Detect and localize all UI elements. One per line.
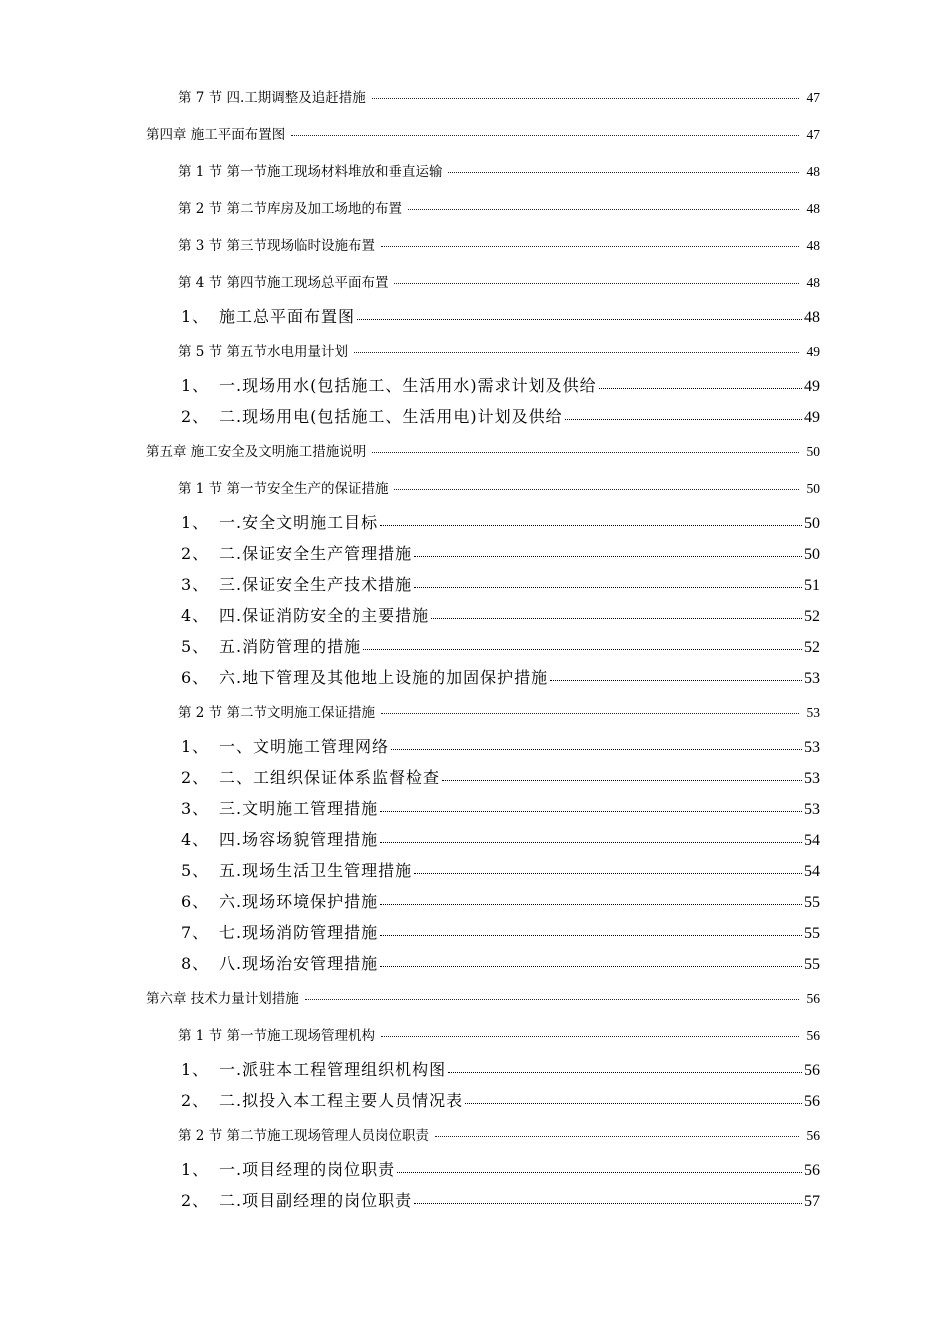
toc-entry-title: 第 1 节 第一节安全生产的保证措施 xyxy=(178,481,389,497)
toc-entry-title: 五.消防管理的措施 xyxy=(219,637,362,656)
toc-entry-title: 八.现场治安管理措施 xyxy=(219,954,379,973)
toc-entry-title: 第 5 节 第五节水电用量计划 xyxy=(178,344,348,360)
toc-entry-number: 6、 xyxy=(181,668,210,687)
toc-page-number: 50 xyxy=(804,515,820,532)
toc-leader xyxy=(380,842,802,843)
toc-entry[interactable] xyxy=(178,477,820,497)
toc-entry-number: 2、 xyxy=(181,1191,210,1210)
toc-page-number: 49 xyxy=(804,378,820,395)
toc-leader xyxy=(381,246,799,247)
toc-leader xyxy=(372,98,799,99)
toc-entry[interactable] xyxy=(181,634,820,657)
toc-page-number: 53 xyxy=(804,739,820,756)
toc-entry-title: 六.地下管理及其他地上设施的加固保护措施 xyxy=(219,668,549,687)
toc-entry[interactable] xyxy=(181,404,820,427)
toc-entry[interactable] xyxy=(178,1124,820,1144)
toc-page-number: 50 xyxy=(806,481,820,496)
toc-entry[interactable] xyxy=(181,1088,820,1111)
toc-entry-title: 一.现场用水(包括施工、生活用水)需求计划及供给 xyxy=(219,376,597,395)
toc-entry-title: 第 4 节 第四节施工现场总平面布置 xyxy=(178,275,389,291)
toc-entry-title: 二.现场用电(包括施工、生活用电)计划及供给 xyxy=(219,407,563,426)
toc-entry-title: 第 1 节 第一节施工现场材料堆放和垂直运输 xyxy=(178,164,443,180)
toc-entry-title: 施工总平面布置图 xyxy=(219,307,356,326)
toc-page-number: 54 xyxy=(804,863,820,880)
toc-page-number: 55 xyxy=(804,894,820,911)
toc-entry-title: 第 2 节 第二节文明施工保证措施 xyxy=(178,705,375,721)
toc-leader xyxy=(414,587,802,588)
toc-leader xyxy=(550,680,802,681)
toc-entry-number: 1、 xyxy=(181,1160,210,1179)
toc-entry-number: 1、 xyxy=(181,376,210,395)
toc-leader xyxy=(354,352,799,353)
toc-entry-title: 三.文明施工管理措施 xyxy=(219,799,379,818)
toc-page-number: 53 xyxy=(804,770,820,787)
toc-page-number: 53 xyxy=(804,670,820,687)
toc-entry[interactable] xyxy=(181,665,820,688)
toc-leader xyxy=(397,1172,802,1173)
toc-leader xyxy=(372,452,798,453)
toc-page-number: 48 xyxy=(806,164,820,179)
toc-leader xyxy=(291,135,798,136)
toc-entry-title: 二.保证安全生产管理措施 xyxy=(219,544,413,563)
toc-leader xyxy=(414,556,802,557)
toc-entry[interactable] xyxy=(181,1157,820,1180)
toc-page-number: 49 xyxy=(806,344,820,359)
toc-leader xyxy=(305,999,799,1000)
toc-entry-number: 3、 xyxy=(181,575,210,594)
toc-page-number: 54 xyxy=(804,832,820,849)
toc-entry-number: 8、 xyxy=(181,954,210,973)
toc-page-number: 56 xyxy=(806,1128,820,1143)
toc-entry[interactable] xyxy=(181,603,820,626)
toc-entry-title: 第 1 节 第一节施工现场管理机构 xyxy=(178,1028,375,1044)
toc-entry[interactable] xyxy=(181,572,820,595)
toc-entry-number: 3、 xyxy=(181,799,210,818)
toc-entry-title: 第 2 节 第二节施工现场管理人员岗位职责 xyxy=(178,1128,429,1144)
toc-entry[interactable] xyxy=(178,271,820,291)
toc-entry-title: 七.现场消防管理措施 xyxy=(219,923,379,942)
toc-page-number: 55 xyxy=(804,925,820,942)
toc-entry-number: 2、 xyxy=(181,407,210,426)
toc-entry-title: 三.保证安全生产技术措施 xyxy=(219,575,413,594)
toc-page-number: 56 xyxy=(806,1028,820,1043)
toc-entry[interactable] xyxy=(181,858,820,881)
toc-entry-title: 二、工组织保证体系监督检查 xyxy=(219,768,441,787)
toc-entry[interactable] xyxy=(181,541,820,564)
toc-entry[interactable] xyxy=(181,889,820,912)
toc-page-number: 47 xyxy=(806,90,820,105)
toc-entry-title: 四.场容场貌管理措施 xyxy=(219,830,379,849)
toc-leader xyxy=(442,780,802,781)
toc-entry[interactable] xyxy=(181,1188,820,1211)
toc-page-number: 48 xyxy=(806,238,820,253)
toc-leader xyxy=(408,209,799,210)
toc-entry[interactable] xyxy=(178,160,820,180)
toc-page-number: 51 xyxy=(804,577,820,594)
toc-leader xyxy=(380,525,802,526)
toc-entry-title: 第 7 节 四.工期调整及追赶措施 xyxy=(178,90,366,106)
toc-leader xyxy=(380,935,802,936)
toc-entry[interactable] xyxy=(181,1057,820,1080)
toc-entry-number: 1、 xyxy=(181,1060,210,1079)
toc-entry[interactable] xyxy=(178,234,820,254)
toc-leader xyxy=(431,618,802,619)
toc-page-number: 56 xyxy=(806,991,820,1006)
toc-entry-title: 一、文明施工管理网络 xyxy=(219,737,390,756)
toc-leader xyxy=(380,966,802,967)
toc-entry-number: 2、 xyxy=(181,544,210,563)
toc-page-number: 56 xyxy=(804,1162,820,1179)
toc-entry-number: 1、 xyxy=(181,513,210,532)
toc-entry[interactable] xyxy=(181,920,820,943)
toc-leader xyxy=(414,1203,802,1204)
toc-page-number: 57 xyxy=(804,1193,820,1210)
toc-page-number: 56 xyxy=(804,1093,820,1110)
toc-entry[interactable] xyxy=(146,123,820,143)
toc-leader xyxy=(381,1036,799,1037)
toc-page-number: 49 xyxy=(804,409,820,426)
toc-entry-number: 4、 xyxy=(181,830,210,849)
toc-page-number: 50 xyxy=(806,444,820,459)
toc-entry[interactable] xyxy=(181,734,820,757)
toc-entry-title: 一.项目经理的岗位职责 xyxy=(219,1160,396,1179)
toc-entry-title: 第六章 技术力量计划措施 xyxy=(146,991,299,1007)
toc-entry[interactable] xyxy=(181,510,820,533)
toc-entry-number: 4、 xyxy=(181,606,210,625)
toc-entry-number: 1、 xyxy=(181,307,210,326)
toc-entry[interactable] xyxy=(146,440,820,460)
toc-entry-title: 二.拟投入本工程主要人员情况表 xyxy=(219,1091,464,1110)
toc-leader xyxy=(381,713,799,714)
toc-page-number: 53 xyxy=(804,801,820,818)
toc-page-number: 52 xyxy=(804,639,820,656)
toc-entry-number: 5、 xyxy=(181,861,210,880)
toc-entry-title: 第 3 节 第三节现场临时设施布置 xyxy=(178,238,375,254)
toc-entry-title: 一.派驻本工程管理组织机构图 xyxy=(219,1060,447,1079)
toc-leader xyxy=(380,904,802,905)
toc-entry-number: 6、 xyxy=(181,892,210,911)
toc-page-number: 48 xyxy=(806,201,820,216)
toc-entry-number: 2、 xyxy=(181,1091,210,1110)
toc-entry[interactable] xyxy=(181,951,820,974)
toc-page-number: 47 xyxy=(806,127,820,142)
toc-leader xyxy=(599,388,802,389)
toc-leader xyxy=(414,873,802,874)
toc-page-number: 50 xyxy=(804,546,820,563)
toc-page-number: 53 xyxy=(806,705,820,720)
toc-entry[interactable] xyxy=(181,796,820,819)
toc-leader xyxy=(391,749,802,750)
toc-entry[interactable] xyxy=(181,304,820,327)
toc-entry-number: 1、 xyxy=(181,737,210,756)
toc-leader xyxy=(448,172,798,173)
toc-leader xyxy=(448,1072,802,1073)
toc-page-number: 48 xyxy=(806,275,820,290)
toc-page-number: 52 xyxy=(804,608,820,625)
toc-leader xyxy=(394,283,798,284)
toc-entry[interactable] xyxy=(178,1024,820,1044)
toc-entry[interactable] xyxy=(146,987,820,1007)
toc-entry[interactable] xyxy=(181,765,820,788)
toc-entry-title: 二.项目副经理的岗位职责 xyxy=(219,1191,413,1210)
toc-entry[interactable] xyxy=(178,340,820,360)
toc-entry[interactable] xyxy=(181,827,820,850)
toc-entry-title: 一.安全文明施工目标 xyxy=(219,513,379,532)
toc-leader xyxy=(357,319,802,320)
toc-leader xyxy=(394,489,798,490)
toc-entry[interactable] xyxy=(178,86,820,106)
toc-page-number: 56 xyxy=(804,1062,820,1079)
toc-entry[interactable] xyxy=(181,373,820,396)
toc-leader xyxy=(380,811,802,812)
toc-entry[interactable] xyxy=(178,701,820,721)
toc-entry-title: 第四章 施工平面布置图 xyxy=(146,127,286,143)
toc-entry-title: 第五章 施工安全及文明施工措施说明 xyxy=(146,444,367,460)
toc-entry-title: 四.保证消防安全的主要措施 xyxy=(219,606,430,625)
toc-leader xyxy=(465,1103,802,1104)
toc-leader xyxy=(565,419,802,420)
toc-page-number: 55 xyxy=(804,956,820,973)
toc-leader xyxy=(435,1136,799,1137)
toc-entry-number: 2、 xyxy=(181,768,210,787)
toc-leader xyxy=(363,649,802,650)
toc-entry[interactable] xyxy=(178,197,820,217)
toc-entry-title: 五.现场生活卫生管理措施 xyxy=(219,861,413,880)
toc-entry-title: 第 2 节 第二节库房及加工场地的布置 xyxy=(178,201,402,217)
toc-entry-title: 六.现场环境保护措施 xyxy=(219,892,379,911)
toc-page-number: 48 xyxy=(804,309,820,326)
toc-entry-number: 7、 xyxy=(181,923,210,942)
toc-entry-number: 5、 xyxy=(181,637,210,656)
